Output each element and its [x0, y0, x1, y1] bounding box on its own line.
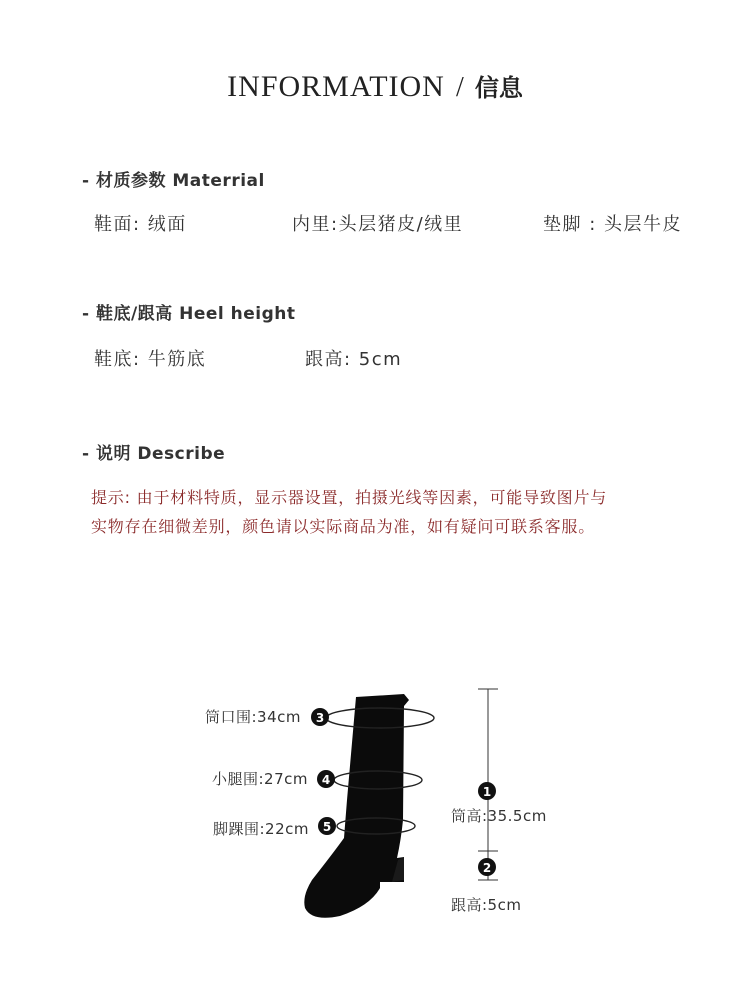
title-separator: / [455, 72, 464, 103]
heel-height-label: 跟高:5cm [451, 896, 522, 914]
svg-text:3: 3 [315, 711, 325, 725]
title-chinese: 信息 [474, 74, 523, 102]
heel-height: 跟高: 5cm [305, 349, 403, 370]
marker-4 [317, 770, 335, 788]
describe-note-line1: 提示: 由于材料特质，显示器设置，拍摄光线等因素，可能导致图片与 [91, 488, 608, 507]
material-lining: 内里:头层猪皮/绒里 [292, 214, 464, 235]
marker-5 [318, 817, 336, 835]
title-english: INFORMATION [227, 70, 445, 103]
material-upper: 鞋面: 绒面 [94, 214, 187, 235]
describe-heading: - 说明 Describe [82, 444, 226, 464]
svg-text:4: 4 [321, 773, 331, 787]
material-heading: - 材质参数 Materrial [82, 171, 265, 191]
heel-heading: - 鞋底/跟高 Heel height [82, 304, 296, 324]
heel-sole: 鞋底: 牛筋底 [94, 349, 207, 370]
marker-2 [478, 858, 496, 876]
material-insole: 垫脚 : 头层牛皮 [543, 214, 683, 235]
describe-note-line2: 实物存在细微差别，颜色请以实际商品为准，如有疑问可联系客服。 [91, 517, 596, 536]
opening-circumference-label: 筒口围:34cm [205, 708, 301, 726]
svg-text:1: 1 [482, 785, 492, 799]
svg-text:2: 2 [482, 861, 492, 875]
marker-3 [311, 708, 329, 726]
svg-text:5: 5 [322, 820, 332, 834]
ankle-circumference-label: 脚踝围:22cm [213, 820, 309, 838]
shaft-height-label: 筒高:35.5cm [451, 807, 547, 825]
marker-1 [478, 782, 496, 800]
calf-circumference-label: 小腿围:27cm [212, 770, 308, 788]
